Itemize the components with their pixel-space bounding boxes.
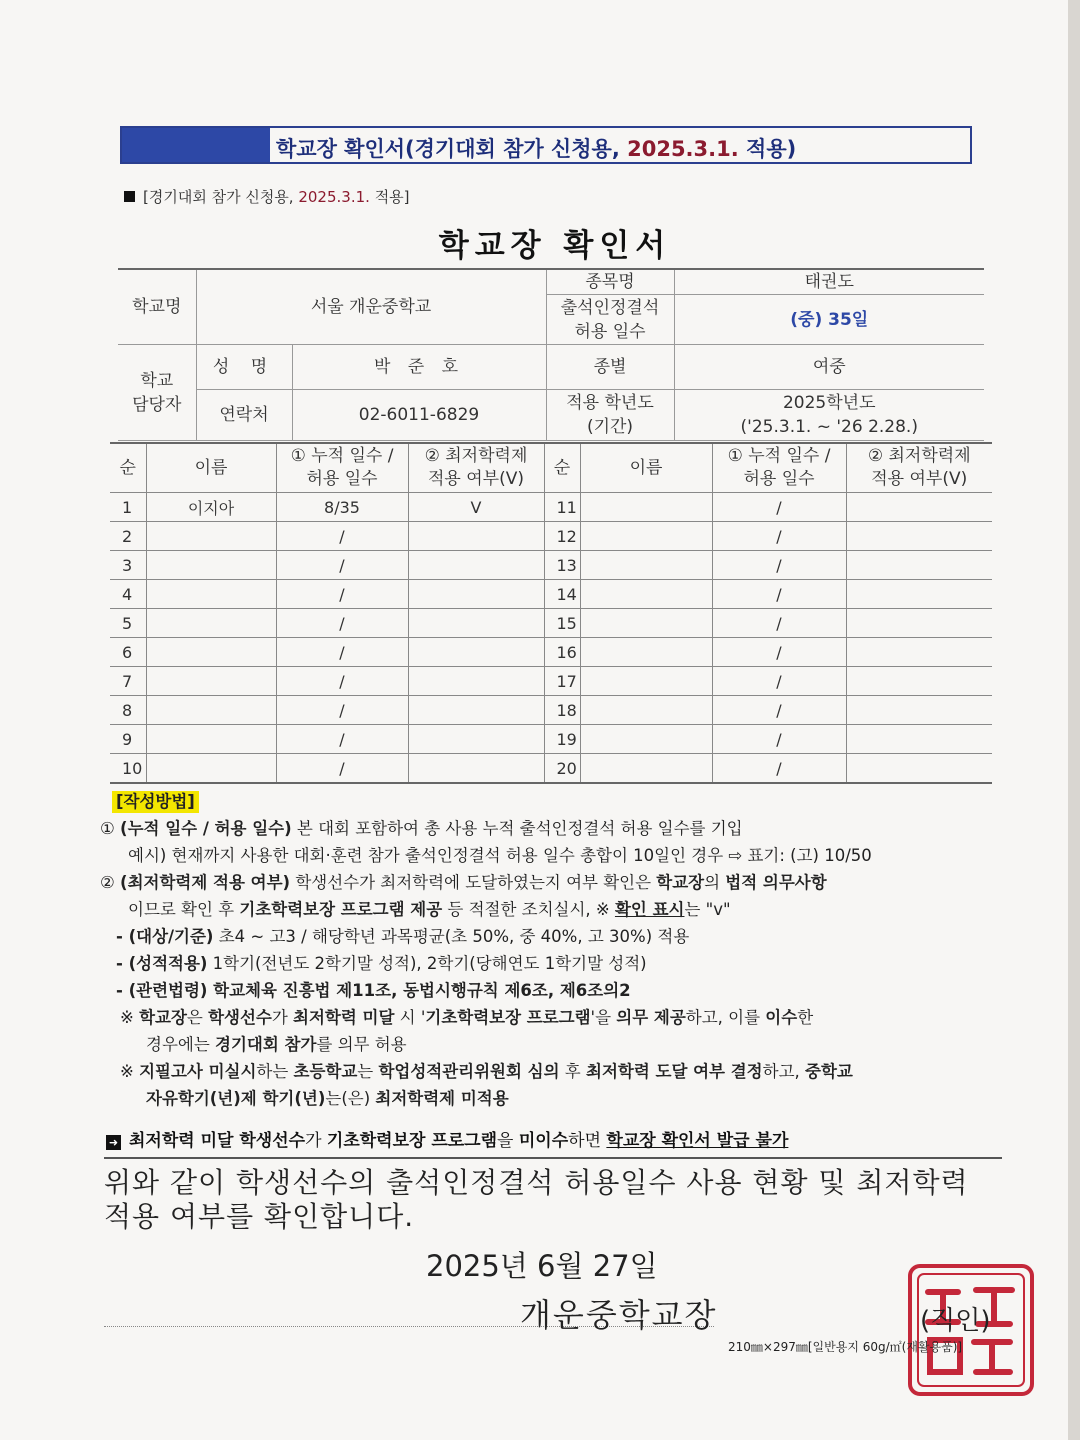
header-title: 학교장 확인서(경기대회 참가 신청용, 2025.3.1. 적용) <box>276 137 797 161</box>
roster-table <box>110 442 992 784</box>
info-table <box>118 268 984 441</box>
table-row <box>110 725 992 754</box>
row-number: 13 <box>544 551 580 580</box>
cumulative-days: / <box>712 725 846 754</box>
student-name <box>580 667 712 696</box>
row-number: 1 <box>110 493 146 522</box>
cumulative-days: / <box>276 609 408 638</box>
min-academic-check <box>846 522 992 551</box>
issue-date: 2025년 6월 27일 <box>426 1249 658 1283</box>
instruction-line: - (성적적용) 1학기(전년도 2학기말 성적), 2학기(당해연도 1학기말 성적) <box>116 954 647 973</box>
cumulative-days: / <box>276 725 408 754</box>
category-value: 여중 <box>674 345 984 390</box>
instruction-line: ※ 지필고사 미실시하는 초등학교는 학업성적관리위원회 심의 후 최저학력 도달 여부 결정하고, 중학교 <box>120 1062 853 1081</box>
min-academic-check <box>846 580 992 609</box>
cumulative-days: / <box>712 667 846 696</box>
min-academic-check <box>846 667 992 696</box>
row-number: 9 <box>110 725 146 754</box>
event-value: 태권도 <box>674 269 984 295</box>
instruction-line: - (관련법령) 학교체육 진흥법 제11조, 동법시행규칙 제6조, 제6조의2 <box>116 981 631 1000</box>
student-name <box>580 638 712 667</box>
absence-value: (중) 35일 <box>674 295 984 345</box>
arrow-right-box-icon: ➜ <box>106 1135 121 1150</box>
table-row <box>110 638 992 667</box>
roster-body <box>110 493 992 784</box>
col-min: ② 최저학력제 적용 여부(V) <box>846 443 992 493</box>
school-value: 서울 개운중학교 <box>196 269 546 345</box>
instruction-line: 자유학기(년)제 학기(년)는(은) 최저학력제 미적용 <box>146 1089 509 1108</box>
divider <box>104 1157 1002 1159</box>
cumulative-days: / <box>276 667 408 696</box>
cumulative-days: / <box>276 754 408 784</box>
row-number: 10 <box>110 754 146 784</box>
min-academic-check <box>408 638 544 667</box>
row-number: 19 <box>544 725 580 754</box>
student-name <box>146 696 276 725</box>
min-academic-check <box>408 754 544 784</box>
name-value: 박 준 호 <box>292 345 546 390</box>
table-row <box>110 522 992 551</box>
min-academic-check <box>846 638 992 667</box>
row-number: 8 <box>110 696 146 725</box>
min-academic-check: V <box>408 493 544 522</box>
row-number: 5 <box>110 609 146 638</box>
col-min: ② 최저학력제 적용 여부(V) <box>408 443 544 493</box>
student-name <box>146 580 276 609</box>
min-academic-check <box>408 609 544 638</box>
instruction-line: - (대상/기준) 초4 ~ 고3 / 해당학년 과목평균(초 50%, 중 40%, 고 30%) 적용 <box>116 927 690 946</box>
contact-label: 연락처 <box>196 390 292 441</box>
cumulative-days: / <box>712 609 846 638</box>
student-name <box>146 551 276 580</box>
row-number: 3 <box>110 551 146 580</box>
student-name <box>580 725 712 754</box>
officer-label: 학교 담당자 <box>118 345 196 441</box>
seal-label: (직인) <box>920 1306 991 1336</box>
cumulative-days: / <box>276 638 408 667</box>
min-academic-check <box>846 754 992 784</box>
row-number: 15 <box>544 609 580 638</box>
cumulative-days: / <box>712 551 846 580</box>
row-number: 14 <box>544 580 580 609</box>
col-no: 순 <box>110 443 146 493</box>
event-label: 종목명 <box>546 269 674 295</box>
school-label: 학교명 <box>118 269 196 345</box>
min-academic-check <box>408 725 544 754</box>
square-bullet-icon <box>124 191 135 202</box>
row-number: 11 <box>544 493 580 522</box>
cumulative-days: / <box>712 580 846 609</box>
col-days: ① 누적 일수 / 허용 일수 <box>276 443 408 493</box>
row-number: 6 <box>110 638 146 667</box>
cumulative-days: 8/35 <box>276 493 408 522</box>
col-name: 이름 <box>146 443 276 493</box>
min-academic-check <box>846 551 992 580</box>
instructions-tag: [작성방법] <box>112 791 199 813</box>
row-number: 12 <box>544 522 580 551</box>
min-academic-check <box>408 696 544 725</box>
student-name <box>580 551 712 580</box>
contact-value: 02-6011-6829 <box>292 390 546 441</box>
instruction-line: 경우에는 경기대회 참가를 의무 허용 <box>146 1035 407 1054</box>
min-academic-check <box>408 551 544 580</box>
instructions <box>100 788 1020 1112</box>
header-bar-block <box>122 128 270 162</box>
student-name <box>146 522 276 551</box>
student-name <box>146 725 276 754</box>
col-days: ① 누적 일수 / 허용 일수 <box>712 443 846 493</box>
min-academic-check <box>846 493 992 522</box>
student-name <box>580 609 712 638</box>
student-name <box>146 754 276 784</box>
min-academic-check <box>408 580 544 609</box>
header-bar <box>120 126 972 164</box>
document-title: 학교장 확인서 <box>438 228 672 264</box>
student-name <box>580 493 712 522</box>
confirmation-text: 위와 같이 학생선수의 출석인정결석 허용일수 사용 현황 및 최저학력 적용 여부를 확인합니다. <box>104 1166 969 1233</box>
table-row <box>110 580 992 609</box>
row-number: 18 <box>544 696 580 725</box>
student-name <box>580 522 712 551</box>
cumulative-days: / <box>276 580 408 609</box>
student-name <box>580 580 712 609</box>
student-name <box>580 696 712 725</box>
table-row <box>110 493 992 522</box>
cumulative-days: / <box>276 522 408 551</box>
instruction-line: 이므로 확인 후 기초학력보장 프로그램 제공 등 적절한 조치실시, ※ 확인 표시는 "v" <box>128 900 731 919</box>
cumulative-days: / <box>712 522 846 551</box>
student-name: 이지아 <box>146 493 276 522</box>
category-label: 종별 <box>546 345 674 390</box>
student-name <box>146 638 276 667</box>
cumulative-days: / <box>712 754 846 784</box>
student-name <box>146 667 276 696</box>
year-label: 적용 학년도 (기간) <box>546 390 674 441</box>
notice-line: ➜ 최저학력 미달 학생선수가 기초학력보장 프로그램을 미이수하면 학교장 확인서 발급 불가 <box>106 1126 788 1151</box>
table-row <box>110 696 992 725</box>
cumulative-days: / <box>712 493 846 522</box>
col-name: 이름 <box>580 443 712 493</box>
cumulative-days: / <box>276 696 408 725</box>
min-academic-check <box>408 522 544 551</box>
table-row <box>110 609 992 638</box>
absence-label: 출석인정결석 허용 일수 <box>546 295 674 345</box>
instruction-line: ① (누적 일수 / 허용 일수) 본 대회 포함하여 총 사용 누적 출석인정결석 허용 일수를 기입 <box>100 819 743 838</box>
row-number: 7 <box>110 667 146 696</box>
row-number: 20 <box>544 754 580 784</box>
row-number: 2 <box>110 522 146 551</box>
row-number: 16 <box>544 638 580 667</box>
table-row <box>110 667 992 696</box>
year-value: 2025학년도 ('25.3.1. ~ '26 2.28.) <box>674 390 984 441</box>
row-number: 17 <box>544 667 580 696</box>
min-academic-check <box>408 667 544 696</box>
col-no: 순 <box>544 443 580 493</box>
student-name <box>146 609 276 638</box>
table-row <box>110 551 992 580</box>
sub-header: [경기대회 참가 신청용, 2025.3.1. 적용] <box>124 186 410 207</box>
cumulative-days: / <box>276 551 408 580</box>
min-academic-check <box>846 609 992 638</box>
name-label: 성 명 <box>196 345 292 390</box>
instruction-line: 예시) 현재까지 사용한 대회·훈련 참가 출석인정결석 허용 일수 총합이 10일인 경우 ⇨ 표기: (고) 10/50 <box>128 846 872 865</box>
row-number: 4 <box>110 580 146 609</box>
cumulative-days: / <box>712 696 846 725</box>
cumulative-days: / <box>712 638 846 667</box>
student-name <box>580 754 712 784</box>
min-academic-check <box>846 725 992 754</box>
paper-spec: 210㎜×297㎜[일반용지 60g/㎡(재활용품)] <box>728 1340 963 1354</box>
instruction-line: ※ 학교장은 학생선수가 최저학력 미달 시 '기초학력보장 프로그램'을 의무 제공하고, 이를 이수한 <box>120 1008 814 1027</box>
principal-name: 개운중학교장 <box>520 1296 718 1334</box>
table-row <box>110 754 992 784</box>
min-academic-check <box>846 696 992 725</box>
instruction-line: ② (최저학력제 적용 여부) 학생선수가 최저학력에 도달하였는지 여부 확인은 학교장의 법적 의무사항 <box>100 873 827 892</box>
